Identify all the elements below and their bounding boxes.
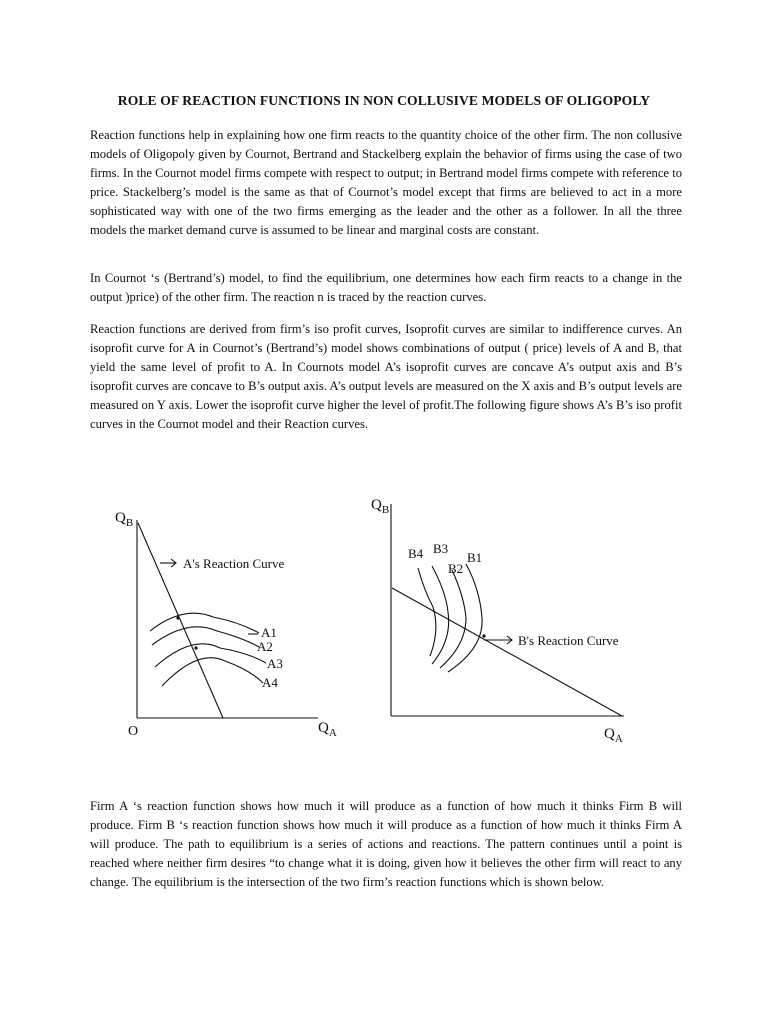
paragraph-intro: Reaction functions help in explaining how one firm reacts to the quantity choice of the other firm. The non collusive models of Oligopoly given by Cournot, Bertrand and Stackelberg explain the behavior of firms using the case of two firms. In the Cournot model firms compete with respect to output; in Bertrand model firms compete with reference to price. Stackelberg’s model is the same as that of Cournot’s model except that firms are believed to act in a more sophisticated way with one of the two firms emerging as the leader and the other as a follower. In all the three models the market demand curve is assumed to be linear and marginal costs are constant. — [90, 128, 682, 237]
curve-label-a2: A2 — [257, 639, 273, 654]
isoprofit-curve-a1 — [150, 613, 259, 633]
right-tangency-point — [482, 634, 485, 637]
paragraph-equilibrium-path: Firm A ‘s reaction function shows how much it will produce as a function of how much it thinks Firm B will produce. Firm B ‘s reaction function shows how much it will produce as a function of how much it thinks Firm A will produce. The path to equilibrium is a series of actions and reactions. The pattern continues until a point is reached where neither firm desires “to change what it is doing, given how it believes the other firm will react to any change. The equilibrium is the intersection of the two firm’s reaction functions which is shown below. — [90, 799, 682, 889]
curve-label-a4: A4 — [262, 675, 278, 690]
right-x-axis-label: $Q_A$ — [604, 726, 623, 745]
reaction-curves-figure — [0, 480, 768, 770]
curve-label-b2: B2 — [448, 561, 464, 576]
left-tangency-point — [176, 616, 179, 619]
curve-label-a3: A3 — [267, 656, 283, 671]
right-y-axis-label: $Q_B$ — [371, 497, 390, 516]
left-x-axis-label: $Q_A$ — [318, 720, 337, 739]
page-title: ROLE OF REACTION FUNCTIONS IN NON COLLUSIVE MODELS OF OLIGOPOLY — [117, 93, 651, 108]
isoprofit-curve-a4 — [162, 658, 263, 686]
isoprofit-curve-b2 — [440, 570, 466, 668]
curve-label-a1: A1 — [261, 625, 277, 640]
curve-label-b1: B1 — [467, 550, 483, 565]
paragraph-cournot-equilibrium: In Cournot ‘s (Bertrand’s) model, to find the equilibrium, one determines how each firm reacts to a change in the output )price) of the other firm. The reaction n is traced by the reaction curves. — [90, 271, 682, 304]
left-origin-label: O — [128, 724, 139, 739]
left-y-axis-label: $Q_B$ — [115, 510, 134, 529]
isoprofit-curve-b1 — [448, 564, 482, 672]
left-tangency-point — [194, 646, 197, 649]
left-reaction-curve-label: A's Reaction Curve — [183, 556, 285, 571]
curve-label-b3: B3 — [433, 541, 449, 556]
left-reaction-curve — [138, 523, 223, 718]
isoprofit-curve-a3 — [155, 644, 266, 667]
curve-label-b4: B4 — [408, 546, 424, 561]
right-reaction-curve-label: B's Reaction Curve — [518, 633, 619, 648]
isoprofit-curve-b4 — [418, 568, 436, 656]
right-reaction-curve — [392, 588, 622, 716]
paragraph-isoprofit: Reaction functions are derived from firm’s iso profit curves, Isoprofit curves are similar to indifference curves. An isoprofit curve for A in Cournot’s (Bertrand’s) model shows combinations of output ( price) levels of A and B, that yield the same level of profit to A. In Cournots model A’s isoprofit curves are concave A’s output axis and B’s isoprofit curves are concave to B’s output axis. A’s output levels are measured on the X axis and B’s output levels are measured on Y axis. Lower the isoprofit curve higher the level of profit.The following figure shows A’s B’s iso profit curves in the Cournot model and their Reaction curves. — [90, 322, 682, 431]
